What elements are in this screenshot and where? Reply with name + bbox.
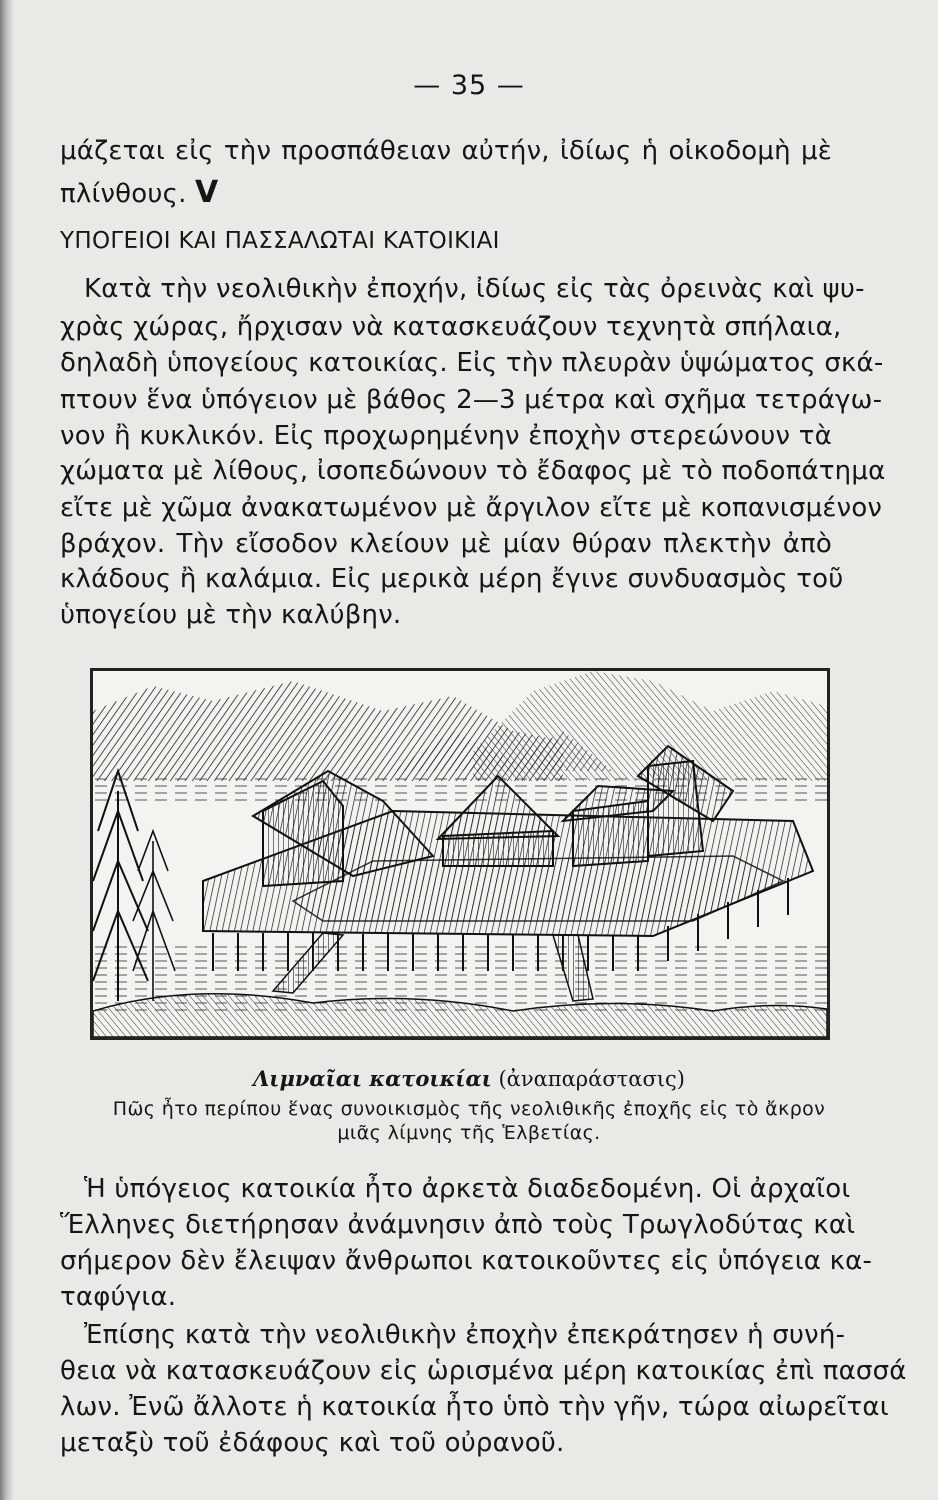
paragraph-line-7: εἴτε μὲ χῶμα ἀνακατωμένον μὲ ἄργιλον εἴτε μὲ κοπανισμένον xyxy=(60,493,883,523)
paragraph-line-3: δηλαδὴ ὑπογείους κατοικίας. Εἰς τὴν πλευρὰν ὑψώματος σκά- xyxy=(60,348,884,378)
paragraph-line-5: νον ἢ κυκλικόν. Εἰς προχωρημένην ἐποχὴν στερεώνουν τὰ xyxy=(60,421,832,451)
paragraph-line-9: κλάδους ἢ καλάμια. Εἰς μερικὰ μέρη ἔγινε συνδυασμὸς τοῦ xyxy=(60,564,844,594)
closing-line-4: ταφύγια. xyxy=(60,1282,177,1312)
figure-caption-title xyxy=(0,1066,938,1091)
page-edge-shadow xyxy=(0,0,14,1500)
paragraph-line-8: βράχον. Τὴν εἴσοδον κλείουν μὲ μίαν θύραν πλεκτὴν ἀπὸ xyxy=(60,529,832,559)
intro-line-1: μάζεται εἰς τὴν προσπάθειαν αὐτήν, ἰδίως ἡ οἰκοδομὴ μὲ xyxy=(60,136,832,166)
closing-line-5: Ἐπίσης κατὰ τὴν νεολιθικὴν ἐποχὴν ἐπεκράτησεν ἡ συνή- xyxy=(84,1320,846,1350)
caption-title-paren: (ἀναπαράστασις) xyxy=(498,1067,685,1091)
paragraph-line-1: Κατὰ τὴν νεολιθικὴν ἐποχήν, ἰδίως εἰς τὰς ὀρεινὰς καὶ ψυ- xyxy=(84,274,865,304)
figure-caption-line-1: Πῶς ἦτο περίπου ἕνας συνοικισμὸς τῆς νεολιθικῆς ἐποχῆς εἰς τὸ ἄκρον xyxy=(112,1098,826,1120)
intro-line-2 xyxy=(60,176,832,211)
intro-line-2-text: πλίνθους. xyxy=(60,179,187,209)
page-number: — 35 — xyxy=(413,70,525,101)
paragraph-line-4: πτουν ἕνα ὑπόγειον μὲ βάθος 2—3 μέτρα καὶ σχῆμα τετράγω- xyxy=(60,385,883,415)
paragraph-line-6: χώματα μὲ λίθους, ἰσοπεδώνουν τὸ ἔδαφος μὲ τὸ ποδοπάτημα xyxy=(60,456,886,486)
closing-line-8: μεταξὺ τοῦ ἐδάφους καὶ τοῦ οὐρανοῦ. xyxy=(60,1428,565,1458)
handwritten-check-mark: V xyxy=(195,175,219,210)
lake-dwelling-drawing xyxy=(93,671,827,1037)
paragraph-line-2: χρὰς χώρας, ἤρχισαν νὰ κατασκευάζουν τεχνητὰ σπήλαια, xyxy=(60,312,842,342)
paragraph-line-10: ὑπογείου μὲ τὴν καλύβην. xyxy=(60,600,402,630)
lake-dwelling-illustration xyxy=(90,668,830,1040)
closing-line-3: σήμερον δὲν ἔλειψαν ἄνθρωποι κατοικοῦντες εἰς ὑπόγεια κα- xyxy=(60,1246,873,1276)
section-heading: ΥΠΟΓΕΙΟΙ ΚΑΙ ΠΑΣΣΑΛΩΤΑΙ ΚΑΤΟΙΚΙΑΙ xyxy=(60,228,500,254)
closing-line-2: Ἕλληνες διετήρησαν ἀνάμνησιν ἀπὸ τοὺς Τρωγλοδύτας καὶ xyxy=(60,1210,856,1240)
closing-line-7: λων. Ἐνῶ ἄλλοτε ἡ κατοικία ἦτο ὑπὸ τὴν γῆν, τώρα αἰωρεῖται xyxy=(60,1392,889,1422)
closing-line-1: Ἡ ὑπόγειος κατοικία ἦτο ἀρκετὰ διαδεδομένη. Οἱ ἀρχαῖοι xyxy=(84,1174,851,1204)
figure-caption-line-2: μιᾶς λίμνης τῆς Ἑλβετίας. xyxy=(337,1122,601,1144)
caption-title-italic: Λιμναῖαι κατοικίαι xyxy=(253,1066,492,1091)
closing-line-6: θεια νὰ κατασκευάζουν εἰς ὡρισμένα μέρη κατοικίας ἐπὶ πασσά xyxy=(60,1356,907,1386)
